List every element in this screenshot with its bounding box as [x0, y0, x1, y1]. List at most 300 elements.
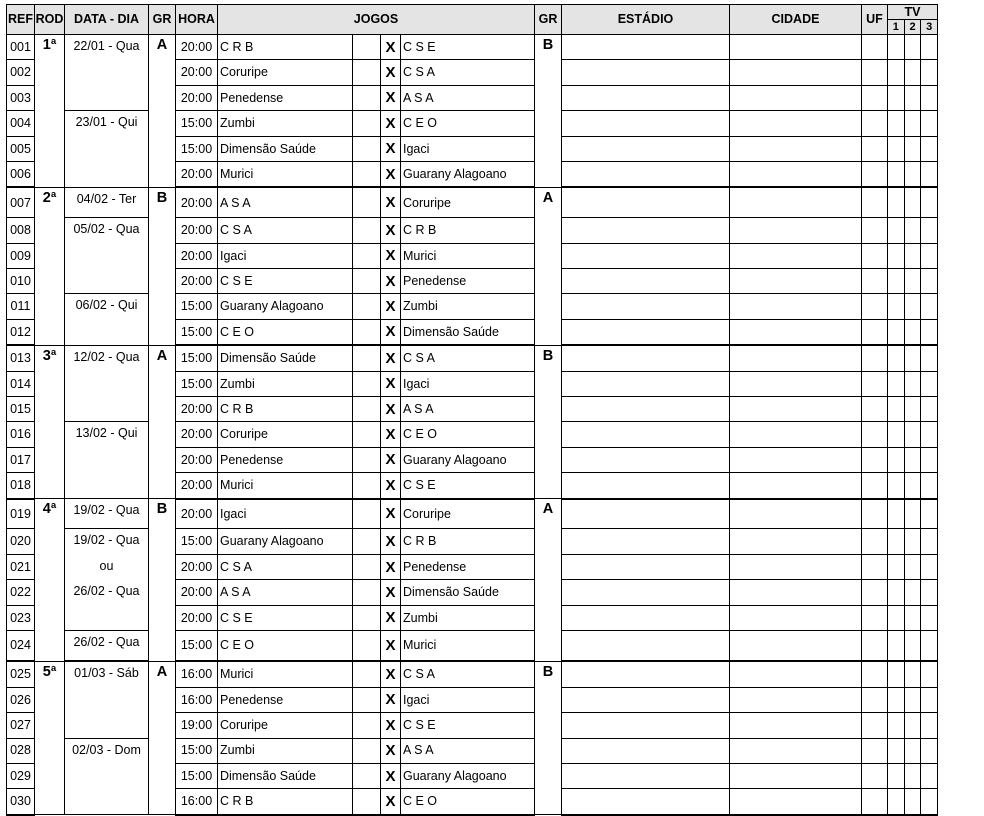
spacer-cell: [353, 345, 381, 371]
city-cell: [730, 269, 862, 294]
away-team: Guarany Alagoano: [401, 161, 535, 187]
date-line: 12/02 - Qua: [73, 349, 140, 364]
game-ref: 023: [7, 605, 35, 630]
away-team: C E O: [401, 111, 535, 136]
match-date: [65, 422, 149, 499]
tv-cell: [888, 687, 938, 712]
game-ref: 024: [7, 630, 35, 661]
header-gr: GR: [149, 5, 176, 35]
stadium-cell: [562, 687, 730, 712]
header-tv-columns: [888, 20, 937, 34]
group-away: B: [535, 35, 562, 188]
date-line: 04/02 - Ter: [76, 191, 137, 206]
versus-mark: X: [381, 345, 401, 371]
versus-mark: X: [381, 499, 401, 529]
spacer-cell: [353, 243, 381, 268]
city-cell: [730, 473, 862, 499]
group-home: B: [149, 187, 176, 345]
header-tv: [888, 5, 938, 35]
versus-mark: X: [381, 789, 401, 815]
tv-cell: [888, 218, 938, 243]
header-data-dia: DATA - DIA: [65, 5, 149, 35]
versus-mark: X: [381, 243, 401, 268]
game-ref: 029: [7, 763, 35, 788]
city-cell: [730, 554, 862, 579]
city-cell: [730, 422, 862, 447]
match-date: [65, 187, 149, 217]
stadium-cell: [562, 218, 730, 243]
match-time: 20:00: [176, 422, 218, 447]
versus-mark: X: [381, 319, 401, 345]
home-team: Dimensão Saúde: [218, 763, 353, 788]
home-team: Penedense: [218, 85, 353, 110]
header-uf: UF: [862, 5, 888, 35]
city-cell: [730, 85, 862, 110]
game-ref: 028: [7, 738, 35, 763]
game-ref: 022: [7, 580, 35, 605]
away-team: A S A: [401, 85, 535, 110]
city-cell: [730, 580, 862, 605]
group-away: B: [535, 661, 562, 814]
group-home: A: [149, 35, 176, 188]
uf-cell: [862, 529, 888, 554]
match-date: [65, 35, 149, 111]
match-time: 20:00: [176, 499, 218, 529]
match-time: 20:00: [176, 60, 218, 85]
uf-cell: [862, 269, 888, 294]
date-line: 19/02 - Qua: [73, 533, 140, 548]
table-row: [7, 661, 938, 687]
home-team: C E O: [218, 630, 353, 661]
match-time: 20:00: [176, 554, 218, 579]
match-date: [65, 499, 149, 529]
stadium-cell: [562, 529, 730, 554]
versus-mark: X: [381, 554, 401, 579]
uf-cell: [862, 396, 888, 421]
city-cell: [730, 161, 862, 187]
tv-cell: [888, 713, 938, 738]
match-time: 20:00: [176, 396, 218, 421]
home-team: Igaci: [218, 243, 353, 268]
versus-mark: X: [381, 396, 401, 421]
round-number: 5ª: [35, 661, 65, 814]
spacer-cell: [353, 687, 381, 712]
away-team: C R B: [401, 529, 535, 554]
home-team: C R B: [218, 35, 353, 60]
spacer-cell: [353, 85, 381, 110]
match-time: 20:00: [176, 218, 218, 243]
game-ref: 009: [7, 243, 35, 268]
header-hora: HORA: [176, 5, 218, 35]
uf-cell: [862, 136, 888, 161]
spacer-cell: [353, 554, 381, 579]
match-date: [65, 529, 149, 631]
game-ref: 013: [7, 345, 35, 371]
game-ref: 016: [7, 422, 35, 447]
home-team: A S A: [218, 187, 353, 217]
stadium-cell: [562, 763, 730, 788]
city-cell: [730, 371, 862, 396]
match-date: [65, 111, 149, 188]
stadium-cell: [562, 161, 730, 187]
versus-mark: X: [381, 161, 401, 187]
schedule-page: [6, 4, 938, 816]
header-tv-3: 3: [920, 20, 937, 34]
date-line: 01/03 - Sáb: [74, 666, 139, 681]
home-team: Guarany Alagoano: [218, 294, 353, 319]
tv-cell: [888, 35, 938, 60]
home-team: Murici: [218, 161, 353, 187]
versus-mark: X: [381, 60, 401, 85]
uf-cell: [862, 218, 888, 243]
game-ref: 025: [7, 661, 35, 687]
match-time: 20:00: [176, 187, 218, 217]
home-team: Coruripe: [218, 422, 353, 447]
game-ref: 004: [7, 111, 35, 136]
home-team: Coruripe: [218, 60, 353, 85]
header-rod: ROD: [35, 5, 65, 35]
match-time: 15:00: [176, 738, 218, 763]
city-cell: [730, 35, 862, 60]
game-ref: 002: [7, 60, 35, 85]
spacer-cell: [353, 136, 381, 161]
versus-mark: X: [381, 580, 401, 605]
table-row: [7, 630, 938, 661]
city-cell: [730, 630, 862, 661]
away-team: C S A: [401, 345, 535, 371]
header-jogos: JOGOS: [218, 5, 535, 35]
city-cell: [730, 661, 862, 687]
away-team: Penedense: [401, 269, 535, 294]
match-time: 20:00: [176, 85, 218, 110]
versus-mark: X: [381, 35, 401, 60]
table-row: [7, 35, 938, 60]
game-ref: 005: [7, 136, 35, 161]
home-team: C R B: [218, 789, 353, 815]
table-row: [7, 218, 938, 243]
home-team: C S E: [218, 605, 353, 630]
game-ref: 015: [7, 396, 35, 421]
stadium-cell: [562, 345, 730, 371]
uf-cell: [862, 111, 888, 136]
tv-cell: [888, 580, 938, 605]
spacer-cell: [353, 187, 381, 217]
stadium-cell: [562, 243, 730, 268]
spacer-cell: [353, 713, 381, 738]
spacer-cell: [353, 473, 381, 499]
home-team: Penedense: [218, 687, 353, 712]
match-date: [65, 218, 149, 294]
uf-cell: [862, 687, 888, 712]
stadium-cell: [562, 473, 730, 499]
tv-cell: [888, 763, 938, 788]
stadium-cell: [562, 422, 730, 447]
home-team: Guarany Alagoano: [218, 529, 353, 554]
city-cell: [730, 738, 862, 763]
home-team: C S A: [218, 554, 353, 579]
home-team: Penedense: [218, 447, 353, 472]
spacer-cell: [353, 580, 381, 605]
tv-cell: [888, 161, 938, 187]
away-team: C S A: [401, 661, 535, 687]
date-line: 02/03 - Dom: [72, 742, 141, 757]
home-team: C E O: [218, 319, 353, 345]
spacer-cell: [353, 269, 381, 294]
uf-cell: [862, 738, 888, 763]
away-team: Zumbi: [401, 294, 535, 319]
home-team: C S A: [218, 218, 353, 243]
city-cell: [730, 218, 862, 243]
versus-mark: X: [381, 738, 401, 763]
away-team: Dimensão Saúde: [401, 580, 535, 605]
match-time: 15:00: [176, 136, 218, 161]
header-ref: REF: [7, 5, 35, 35]
home-team: Coruripe: [218, 713, 353, 738]
round-number: 1ª: [35, 35, 65, 188]
away-team: Penedense: [401, 554, 535, 579]
tv-cell: [888, 243, 938, 268]
tv-cell: [888, 345, 938, 371]
round-number: 3ª: [35, 345, 65, 498]
header-tv-1: 1: [892, 21, 899, 33]
date-line: ou: [99, 558, 114, 573]
uf-cell: [862, 243, 888, 268]
spacer-cell: [353, 161, 381, 187]
home-team: Igaci: [218, 499, 353, 529]
uf-cell: [862, 661, 888, 687]
stadium-cell: [562, 447, 730, 472]
spacer-cell: [353, 630, 381, 661]
home-team: Dimensão Saúde: [218, 136, 353, 161]
versus-mark: X: [381, 630, 401, 661]
table-row: [7, 422, 938, 447]
away-team: C E O: [401, 422, 535, 447]
match-time: 20:00: [176, 605, 218, 630]
versus-mark: X: [381, 187, 401, 217]
away-team: C S A: [401, 60, 535, 85]
spacer-cell: [353, 447, 381, 472]
versus-mark: X: [381, 605, 401, 630]
city-cell: [730, 763, 862, 788]
group-away: A: [535, 187, 562, 345]
spacer-cell: [353, 294, 381, 319]
match-time: 15:00: [176, 371, 218, 396]
date-line: 26/02 - Qua: [73, 634, 140, 649]
city-cell: [730, 60, 862, 85]
uf-cell: [862, 763, 888, 788]
date-line: 06/02 - Qui: [75, 298, 138, 313]
game-ref: 003: [7, 85, 35, 110]
stadium-cell: [562, 136, 730, 161]
city-cell: [730, 243, 862, 268]
spacer-cell: [353, 218, 381, 243]
date-line: 19/02 - Qua: [73, 503, 140, 518]
game-ref: 026: [7, 687, 35, 712]
home-team: Dimensão Saúde: [218, 345, 353, 371]
tv-cell: [888, 319, 938, 345]
away-team: Guarany Alagoano: [401, 447, 535, 472]
stadium-cell: [562, 713, 730, 738]
stadium-cell: [562, 661, 730, 687]
versus-mark: X: [381, 473, 401, 499]
table-row: [7, 111, 938, 136]
city-cell: [730, 529, 862, 554]
versus-mark: X: [381, 763, 401, 788]
home-team: C R B: [218, 396, 353, 421]
tv-cell: [888, 499, 938, 529]
game-ref: 012: [7, 319, 35, 345]
spacer-cell: [353, 529, 381, 554]
away-team: C S E: [401, 473, 535, 499]
spacer-cell: [353, 422, 381, 447]
header-tv-2: 2: [904, 20, 921, 34]
city-cell: [730, 345, 862, 371]
tv-cell: [888, 111, 938, 136]
uf-cell: [862, 554, 888, 579]
uf-cell: [862, 371, 888, 396]
group-away: A: [535, 499, 562, 662]
spacer-cell: [353, 499, 381, 529]
game-ref: 014: [7, 371, 35, 396]
uf-cell: [862, 473, 888, 499]
away-team: A S A: [401, 396, 535, 421]
spacer-cell: [353, 661, 381, 687]
uf-cell: [862, 630, 888, 661]
tv-cell: [888, 85, 938, 110]
uf-cell: [862, 422, 888, 447]
city-cell: [730, 499, 862, 529]
away-team: Murici: [401, 630, 535, 661]
match-time: 20:00: [176, 580, 218, 605]
game-ref: 030: [7, 789, 35, 815]
spacer-cell: [353, 35, 381, 60]
tv-cell: [888, 738, 938, 763]
home-team: C S E: [218, 269, 353, 294]
versus-mark: X: [381, 111, 401, 136]
versus-mark: X: [381, 269, 401, 294]
game-ref: 007: [7, 187, 35, 217]
group-home: A: [149, 661, 176, 814]
round-number: 2ª: [35, 187, 65, 345]
versus-mark: X: [381, 687, 401, 712]
away-team: C S E: [401, 713, 535, 738]
stadium-cell: [562, 60, 730, 85]
match-date: [65, 738, 149, 815]
tv-cell: [888, 630, 938, 661]
match-date: [65, 294, 149, 345]
city-cell: [730, 687, 862, 712]
group-home: B: [149, 499, 176, 662]
table-row: [7, 499, 938, 529]
uf-cell: [862, 294, 888, 319]
match-time: 15:00: [176, 763, 218, 788]
home-team: Murici: [218, 661, 353, 687]
stadium-cell: [562, 269, 730, 294]
spacer-cell: [353, 371, 381, 396]
game-ref: 020: [7, 529, 35, 554]
away-team: Zumbi: [401, 605, 535, 630]
date-line: 26/02 - Qua: [73, 584, 140, 599]
uf-cell: [862, 605, 888, 630]
match-time: 16:00: [176, 789, 218, 815]
uf-cell: [862, 319, 888, 345]
city-cell: [730, 605, 862, 630]
stadium-cell: [562, 371, 730, 396]
tv-cell: [888, 294, 938, 319]
home-team: Murici: [218, 473, 353, 499]
schedule-body: [7, 35, 938, 815]
uf-cell: [862, 35, 888, 60]
away-team: Guarany Alagoano: [401, 763, 535, 788]
match-time: 15:00: [176, 111, 218, 136]
versus-mark: X: [381, 371, 401, 396]
stadium-cell: [562, 35, 730, 60]
group-away: B: [535, 345, 562, 498]
match-time: 20:00: [176, 243, 218, 268]
stadium-cell: [562, 294, 730, 319]
home-team: A S A: [218, 580, 353, 605]
header-gr-2: GR: [535, 5, 562, 35]
game-ref: 017: [7, 447, 35, 472]
away-team: Murici: [401, 243, 535, 268]
tv-cell: [888, 422, 938, 447]
spacer-cell: [353, 396, 381, 421]
game-ref: 018: [7, 473, 35, 499]
date-line: 05/02 - Qua: [73, 222, 140, 237]
away-team: C S E: [401, 35, 535, 60]
uf-cell: [862, 85, 888, 110]
match-time: 16:00: [176, 661, 218, 687]
table-row: [7, 345, 938, 371]
tv-cell: [888, 269, 938, 294]
game-ref: 008: [7, 218, 35, 243]
game-ref: 010: [7, 269, 35, 294]
match-date: [65, 661, 149, 738]
stadium-cell: [562, 319, 730, 345]
table-header-row: [7, 5, 938, 35]
uf-cell: [862, 580, 888, 605]
match-time: 16:00: [176, 687, 218, 712]
stadium-cell: [562, 554, 730, 579]
tv-cell: [888, 136, 938, 161]
match-time: 15:00: [176, 294, 218, 319]
date-line: 22/01 - Qua: [73, 39, 140, 53]
match-time: 15:00: [176, 345, 218, 371]
tv-cell: [888, 473, 938, 499]
away-team: Igaci: [401, 371, 535, 396]
game-ref: 019: [7, 499, 35, 529]
game-ref: 011: [7, 294, 35, 319]
away-team: Dimensão Saúde: [401, 319, 535, 345]
group-home: A: [149, 345, 176, 498]
uf-cell: [862, 60, 888, 85]
versus-mark: X: [381, 85, 401, 110]
tv-cell: [888, 529, 938, 554]
stadium-cell: [562, 396, 730, 421]
header-tv-title: TV: [888, 5, 937, 20]
versus-mark: X: [381, 422, 401, 447]
versus-mark: X: [381, 713, 401, 738]
header-estadio: ESTÁDIO: [562, 5, 730, 35]
uf-cell: [862, 447, 888, 472]
stadium-cell: [562, 580, 730, 605]
city-cell: [730, 187, 862, 217]
match-time: 20:00: [176, 269, 218, 294]
away-team: Coruripe: [401, 187, 535, 217]
city-cell: [730, 111, 862, 136]
match-time: 20:00: [176, 473, 218, 499]
away-team: A S A: [401, 738, 535, 763]
